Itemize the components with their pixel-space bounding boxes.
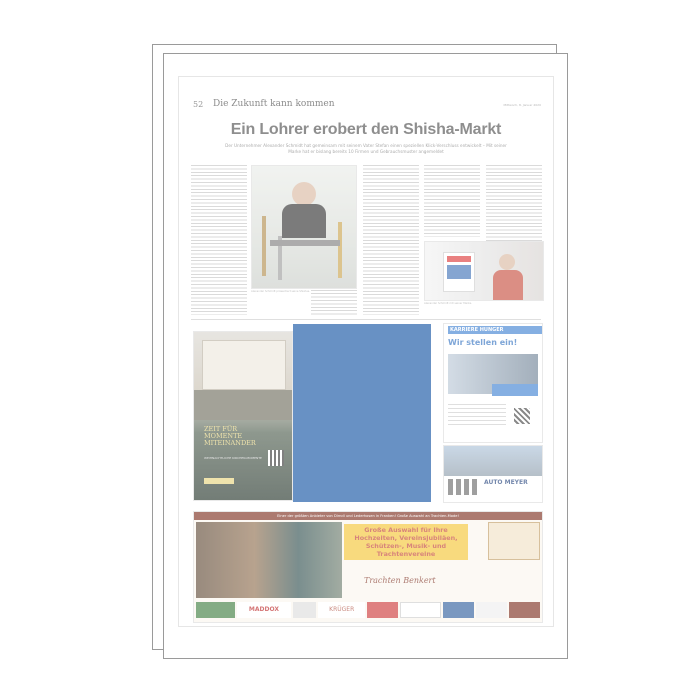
ad-left-subline: WEIHNACHTLICHE KIRCHEN-MOMENTE [204,456,262,460]
automeyer-brand: AUTO MEYER [484,479,528,486]
shisha-right [338,222,342,278]
person-2-body [493,270,523,300]
photo-caption-2: Alexander Schmidt mit seiner Marke. [424,302,473,305]
karriere-footer [448,404,506,428]
article-subheadline: Der Unternehmer Alexander Schmidt hat gemeinsam mit seinem Vater Stefan einen speziellen Klick-Verschluss entwickelt – Mit seiner Marke hat er bislang bereits 10 Firmen und Gebrauchsmuster angemeldet [225,143,507,154]
trachten-couple-photo [196,522,342,598]
blue-ad-block [293,324,431,502]
automeyer-photo [444,446,542,476]
ad-left-logo [204,478,234,484]
article-headline: Ein Lohrer erobert den Shisha-Markt [230,121,502,138]
person-figure [292,182,316,206]
shisha-left [262,216,266,276]
article-photo-2 [424,241,544,301]
trachten-banner: Einer der größten Anbieter von Dirndl und Lederhosen in Franken! Große Auswahl an Trachten-Mode! [194,512,542,520]
ad-right-karriere [443,323,543,443]
ad-left-christmas [193,331,293,501]
section-title: Die Zukunft kann kommen [213,99,335,109]
karriere-brand: KARRIERE HUNGER [448,326,542,334]
ad-right-automeyer [443,445,543,503]
building-facade [202,340,286,390]
karriere-badge [492,384,538,396]
trachten-logo-badge [488,522,540,560]
photo-caption-1: Alexander Schmidt präsentiert seine Shishas. [251,290,311,293]
crowd [194,390,292,420]
article-photo-shisha [251,165,357,289]
page-content [179,77,553,626]
page-date: Mittwoch, 8. Januar 2020 [503,103,541,107]
qr-code [268,450,284,466]
ad-divider [191,319,541,320]
trachten-store: Trachten Benkert [364,576,436,585]
text-column-1 [191,165,247,315]
page-number: 52 [193,100,204,109]
karriere-headline: Wir stellen ein! [448,338,518,347]
automeyer-logos [448,479,480,495]
trachten-logo-row [196,602,540,618]
logo-krueger: KRÜGER [318,602,365,618]
table [270,240,340,246]
person-body [282,204,326,238]
newspaper-page [178,76,554,627]
brochure [443,252,475,292]
text-column-3 [363,165,419,315]
trachten-headline: Große Auswahl für Ihre Hochzeiten, Vereinsjubiläen, Schützen-, Musik- und Trachtenvereine [344,524,468,560]
ad-left-headline: ZEIT FÜR MOMENTE MITEINANDER [204,425,256,447]
ad-bottom-trachten [193,511,543,623]
karriere-qr [514,408,530,424]
text-column-4 [424,165,480,237]
logo-maddox: MADDOX [237,602,291,618]
person-2 [499,254,515,270]
